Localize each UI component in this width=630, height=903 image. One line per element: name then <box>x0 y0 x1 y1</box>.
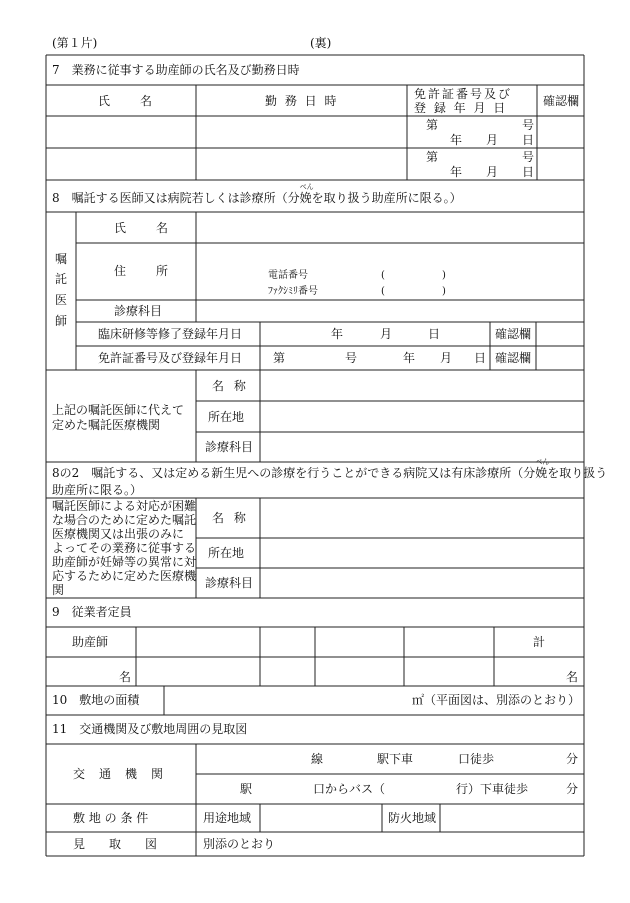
s82-desc-5: 助産師が妊婦等の異常に対 <box>52 555 197 569</box>
s11-transport: 交 通 機 関 <box>73 767 165 781</box>
s82-desc-7: 関 <box>52 583 65 597</box>
s10-title: 10 敷地の面積 <box>52 693 140 707</box>
s82-title <box>52 458 608 480</box>
s8-ben: べん 娩 <box>299 183 314 205</box>
s8-license-dai: 第 <box>273 351 286 365</box>
s11-use-zone: 用途地域 <box>203 811 252 825</box>
s11-sen: 線 <box>311 752 324 766</box>
s7-r2-nichi: 日 <box>522 165 535 179</box>
s9-mei-1: 名 <box>119 670 132 684</box>
s11-site: 敷 地 の 条 件 <box>73 811 149 825</box>
s82-desc-3: 医療機関又は出張のみに <box>52 527 185 541</box>
s8-training-nichi: 日 <box>428 327 441 341</box>
s8-side-2: 託 <box>55 272 68 286</box>
s8-license-nen: 年 <box>403 351 416 365</box>
s9-title: 9 従業者定員 <box>52 605 132 619</box>
s82-dept: 診療科目 <box>205 576 254 590</box>
s8-license-gatsu: 月 <box>440 351 453 365</box>
s82-ben: べん 娩 <box>535 458 550 480</box>
s82-desc-6: 応するために定めた医療機 <box>52 569 197 583</box>
s8-dept-label: 診療科目 <box>114 304 163 318</box>
s82-desc-4: よってその業務に従事する <box>52 541 197 555</box>
s8-license-nichi: 日 <box>474 351 487 365</box>
s8-title-b: を取り扱う助産所に限る。） <box>311 191 462 205</box>
s8-alt-label-2: 定めた嘱託医療機関 <box>52 418 161 432</box>
s11-bus: 口からバス（ <box>313 782 386 796</box>
s8-training-nen: 年 <box>331 327 344 341</box>
s7-r2-nen: 年 <box>450 165 463 179</box>
s7-col-license-2: 登 録 年 月 日 <box>414 101 508 115</box>
s8-fax-open: ( <box>381 286 385 297</box>
s8-alt-name: 名 称 <box>212 379 249 393</box>
s8-license-go: 号 <box>345 351 358 365</box>
s8-name-label: 氏 名 <box>114 221 171 235</box>
s8-phone-open: ( <box>381 270 385 281</box>
s11-kuchi-toho: 口徒歩 <box>458 752 495 766</box>
s82-desc-1: 嘱託医師による対応が困難 <box>52 499 197 513</box>
s7-col-name: 氏 名 <box>98 94 155 108</box>
s7-col-hours: 勤 務 日 時 <box>265 94 339 108</box>
s9-mei-2: 名 <box>566 670 579 684</box>
s8-training-confirm: 確認欄 <box>495 327 532 341</box>
s8-side-4: 師 <box>55 314 68 328</box>
s8-license-confirm: 確認欄 <box>495 351 532 365</box>
s82-loc: 所在地 <box>208 546 245 560</box>
s11-map: 見 取 図 <box>73 837 158 851</box>
s7-col-confirm: 確認欄 <box>543 94 580 108</box>
s7-title: 7 業務に従事する助産師の氏名及び勤務日時 <box>52 63 300 77</box>
s11-eki-geshya: 駅下車 <box>377 752 414 766</box>
s82-title-c: 助産所に限る。） <box>52 483 143 497</box>
s82-title-b: を取り扱う <box>547 466 608 480</box>
s7-r1-go: 号 <box>522 118 535 132</box>
s8-license-label: 免許証番号及び登録年月日 <box>98 351 243 365</box>
s8-address-label: 住 所 <box>114 264 171 278</box>
s11-title: 11 交通機関及び敷地周囲の見取図 <box>52 722 248 736</box>
s8-ben-ruby: べん <box>299 183 314 191</box>
s8-title <box>52 183 462 205</box>
s9-total: 計 <box>533 635 546 649</box>
s8-alt-dept: 診療科目 <box>205 440 254 454</box>
s11-eki: 駅 <box>240 782 253 796</box>
s7-r2-dai: 第 <box>426 150 439 164</box>
s9-midwife: 助産師 <box>72 635 109 649</box>
s82-title-a: 8の2 嘱託する、又は定める新生児への診療を行うことができる病院又は有床診療所（分 <box>52 466 536 480</box>
s82-ben-ruby: べん <box>535 458 550 466</box>
s8-phone-label: 電話番号 <box>268 270 308 281</box>
s8-fax-label: ﾌｧｸｼﾐﾘ番号 <box>268 286 318 297</box>
side-label: (裏) <box>310 36 332 50</box>
s11-map-value: 別添のとおり <box>203 837 276 851</box>
s8-alt-label-1: 上記の嘱託医師に代えて <box>52 403 185 417</box>
s11-iki: 行）下車徒歩 <box>456 782 529 796</box>
s7-r2-gatsu: 月 <box>486 165 499 179</box>
s11-fire-zone: 防火地域 <box>388 811 437 825</box>
s10-unit: ㎡（平面図は、別添のとおり） <box>412 693 581 707</box>
s8-training-label: 臨床研修等修了登録年月日 <box>98 327 243 341</box>
s82-name: 名 称 <box>212 511 249 525</box>
s8-alt-loc: 所在地 <box>208 410 245 424</box>
sheet-label: (第１片) <box>52 36 98 50</box>
s7-r1-nen: 年 <box>450 133 463 147</box>
s11-fun-1: 分 <box>566 752 579 766</box>
s8-training-gatsu: 月 <box>380 327 393 341</box>
s8-side-1: 嘱 <box>55 252 68 266</box>
s8-fax-close: ) <box>442 286 446 297</box>
s82-desc-2: な場合のために定めた嘱託 <box>52 513 197 527</box>
s8-title-a: 8 嘱託する医師又は病院若しくは診療所（分 <box>52 191 300 205</box>
s7-r1-nichi: 日 <box>522 133 535 147</box>
s8-phone-close: ) <box>442 270 446 281</box>
s7-r1-dai: 第 <box>426 118 439 132</box>
s7-col-license-1: 免許証番号及び <box>414 87 513 101</box>
s7-r2-go: 号 <box>522 150 535 164</box>
s8-side-3: 医 <box>55 293 68 307</box>
s11-fun-2: 分 <box>566 782 579 796</box>
s7-r1-gatsu: 月 <box>486 133 499 147</box>
